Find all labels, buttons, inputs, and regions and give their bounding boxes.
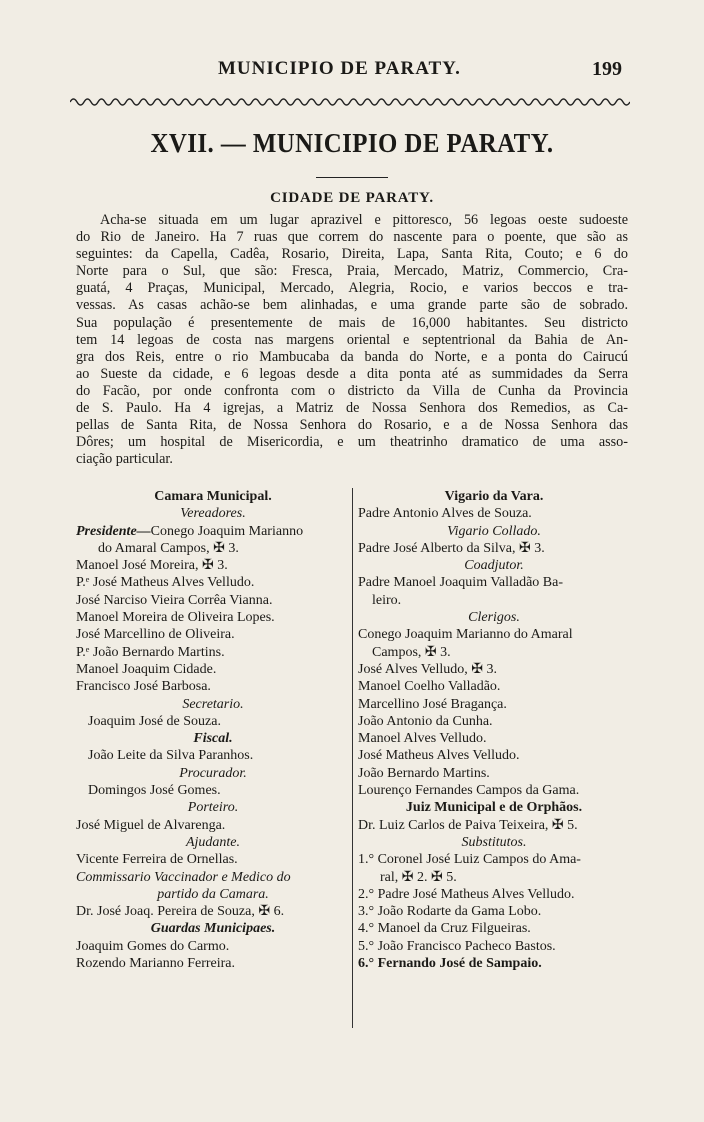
presidente-cont: do Amaral Campos, ✠ 3.: [98, 540, 239, 556]
commissario-name: Dr. José Joaq. Pereira de Souza, ✠ 6.: [76, 904, 285, 920]
list-item: Manoel Alves Velludo.: [358, 731, 487, 747]
substituto-first-line-1: 1.° Coronel José Luiz Campos do Ama-: [358, 852, 581, 868]
vigario-vara-name: Padre Antonio Alves de Souza.: [358, 506, 532, 522]
vigario-vara-heading: Vigario da Vara.: [444, 489, 544, 504]
list-item: José Marcellino de Oliveira.: [76, 627, 235, 643]
paragraph-line: ao Sueste da cidade, e 6 legoas desde a dita ponta até as summidades da Serra: [76, 365, 628, 382]
paragraph-line: Acha-se situada em um lugar aprazivel e pittoresco, 56 legoas oeste sudoeste: [100, 212, 628, 228]
paragraph-line: do Facão, por onde confronta com o districto da Villa de Cunha da Provincia: [76, 382, 628, 399]
coadjutor-line-2: leiro.: [372, 592, 402, 608]
right-column: [358, 488, 630, 972]
guardas-heading: Guardas Municipaes.: [150, 921, 276, 937]
procurador-name: Domingos José Gomes.: [88, 783, 221, 799]
paragraph-line: Sua população é presentemente de mais de 16,000 habitantes. Seu districto: [76, 314, 628, 331]
paragraph-line: de S. Paulo. Ha 4 igrejas, a Matriz de Nossa Senhora dos Remedios, as Ca-: [76, 400, 628, 417]
presidente-line: [76, 523, 350, 540]
section-title: CIDADE DE PARATY.: [270, 190, 434, 206]
commissario-heading-2: partido da Camara.: [157, 886, 269, 902]
chapter-title: XVII. — MUNICIPIO DE PARATY.: [150, 128, 554, 158]
vigario-collado-name: Padre José Alberto da Silva, ✠ 3.: [358, 540, 545, 556]
list-item: 3.° João Rodarte da Gama Lobo.: [358, 904, 542, 920]
substituto-first-line-2: ral, ✠ 2. ✠ 5.: [380, 869, 457, 885]
paragraph-line: seguintes: da Capella, Cadêa, Rosario, Direita, Lapa, Santa Rita, Couto; e 6 do: [76, 246, 628, 263]
paragraph-line: guatá, 4 Praças, Municipal, Mercado, Alegria, Rocio, e varios beccos e tra-: [76, 280, 628, 297]
list-item: 5.° João Francisco Pacheco Bastos.: [358, 938, 556, 954]
clerigo-first-line-1: Conego Joaquim Marianno do Amaral: [358, 627, 573, 643]
list-item: José Narciso Vieira Corrêa Vianna.: [76, 592, 273, 608]
commissario-heading-1: Commissario Vaccinador e Medico do: [76, 869, 291, 885]
paragraph-line: gra dos Reis, entre o rio Mambucaba da banda do Norte, e a ponta do Cairucú: [76, 348, 628, 365]
paragraph-line: Dôres; um hospital de Misericordia, e um theatrinho dramatico de uma asso-: [76, 434, 628, 451]
list-item: Marcellino José Bragança.: [358, 696, 507, 712]
list-item: João Antonio da Cunha.: [358, 713, 493, 729]
list-item: Francisco José Barbosa.: [76, 679, 211, 695]
juiz-name: Dr. Luiz Carlos de Paiva Teixeira, ✠ 5.: [358, 817, 578, 833]
coadjutor-heading: Coadjutor.: [464, 558, 524, 574]
list-item: 4.° Manoel da Cruz Filgueiras.: [358, 921, 531, 937]
substitutos-heading: Substitutos.: [461, 834, 527, 850]
ajudante-name: Vicente Ferreira de Ornellas.: [76, 852, 238, 868]
list-item: Joaquim Gomes do Carmo.: [76, 938, 230, 954]
presidente-label: Presidente—: [76, 523, 151, 539]
paragraph-line: Norte para o Sul, que são: Fresca, Praia, Mercado, Matriz, Commercio, Cra-: [76, 263, 628, 280]
list-item: P.ᵉ José Matheus Alves Velludo.: [76, 575, 255, 591]
paragraph-line: pellas de Santa Rita, de Nossa Senhora do Rosario, e a de Nossa Senhora das: [76, 417, 628, 434]
list-item: Lourenço Fernandes Campos da Gama.: [358, 783, 580, 799]
list-item: Manoel Coelho Valladão.: [358, 679, 501, 695]
left-column: [76, 488, 350, 972]
clerigos-heading: Clerigos.: [468, 610, 520, 626]
procurador-heading: Procurador.: [179, 765, 247, 781]
coadjutor-line-1: Padre Manoel Joaquim Valladão Ba-: [358, 575, 564, 591]
list-item: Rozendo Marianno Ferreira.: [76, 956, 235, 972]
list-item: José Matheus Alves Velludo.: [358, 748, 520, 764]
list-item: 2.° Padre José Matheus Alves Velludo.: [358, 886, 575, 902]
porteiro-name: José Miguel de Alvarenga.: [76, 817, 226, 833]
camara-heading: Camara Municipal.: [154, 489, 272, 504]
list-item: José Alves Velludo, ✠ 3.: [358, 661, 498, 677]
presidente-name: Conego Joaquim Marianno: [150, 523, 304, 539]
column-divider: [352, 488, 353, 1028]
page-number: 199: [592, 58, 622, 80]
clerigo-first-line-2: Campos, ✠ 3.: [372, 644, 451, 660]
running-head: [0, 58, 704, 86]
secretario-heading: Secretario.: [182, 696, 244, 712]
running-head-title: MUNICIPIO DE PARATY.: [218, 58, 461, 79]
list-item: Manoel Joaquim Cidade.: [76, 661, 217, 677]
list-item: João Bernardo Martins.: [358, 765, 490, 781]
paragraph-line: do Rio de Janeiro. Ha 7 ruas que correm do nascente para o poente, que são as: [76, 229, 628, 246]
secretario-name: Joaquim José de Souza.: [88, 713, 221, 729]
list-item: Manoel José Moreira, ✠ 3.: [76, 558, 228, 574]
paragraph-line: tem 14 legoas de costa nas margens oriental e septentrional da Bahia de An-: [76, 331, 628, 348]
juiz-heading: Juiz Municipal e de Orphãos.: [405, 800, 583, 816]
list-item: 6.° Fernando José de Sampaio.: [358, 956, 542, 972]
list-item: Manoel Moreira de Oliveira Lopes.: [76, 610, 275, 626]
vereadores-heading: Vereadores.: [180, 506, 246, 522]
description-paragraph: [76, 212, 628, 468]
title-rule: [316, 177, 388, 178]
vigario-collado-heading: Vigario Collado.: [447, 523, 541, 539]
wavy-ornament-rule: [70, 96, 630, 108]
paragraph-line: ciação particular.: [76, 451, 173, 468]
porteiro-heading: Porteiro.: [187, 800, 239, 816]
fiscal-heading: Fiscal.: [193, 731, 233, 747]
fiscal-name: João Leite da Silva Paranhos.: [88, 748, 254, 764]
paragraph-line: vessas. As casas achão-se bem alinhadas, e uma grande parte são de sobrado.: [76, 297, 628, 314]
ajudante-heading: Ajudante.: [185, 834, 241, 850]
list-item: P.ᵉ João Bernardo Martins.: [76, 644, 225, 660]
